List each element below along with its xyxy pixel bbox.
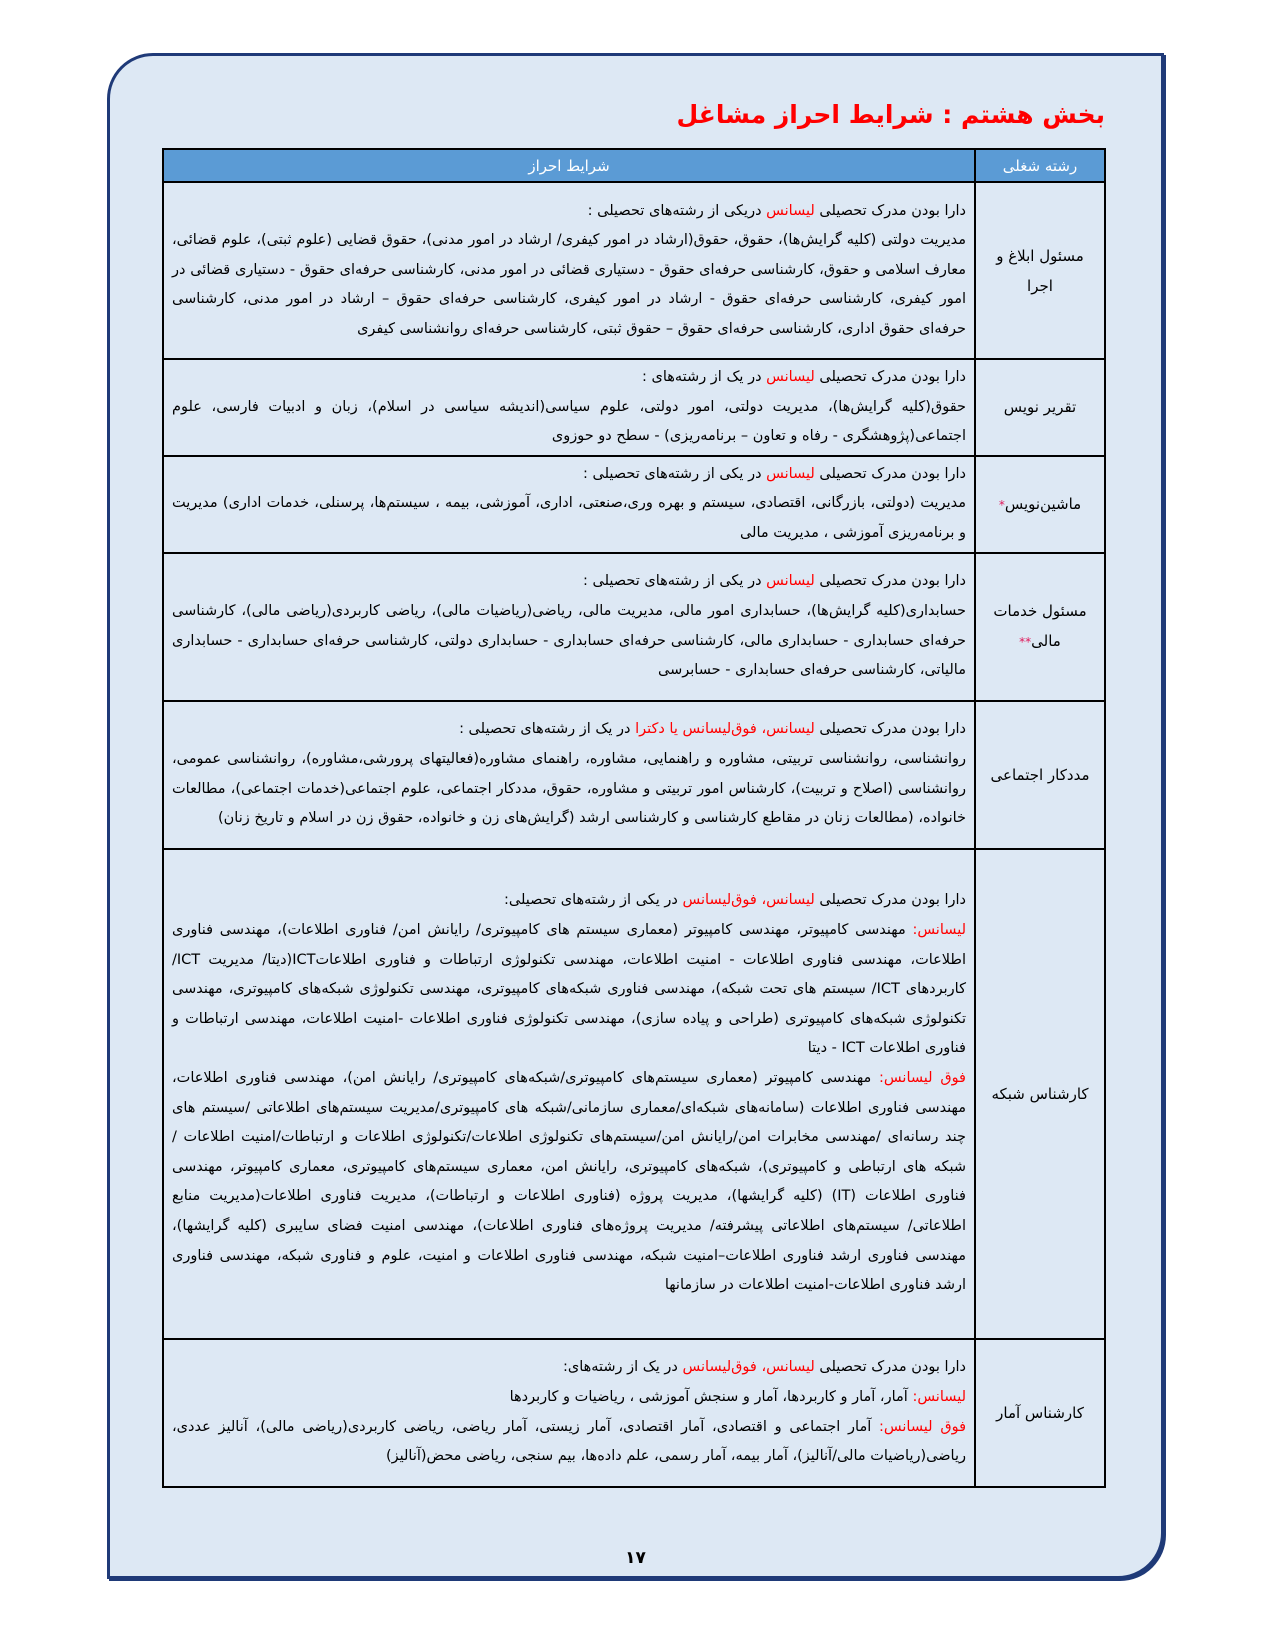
job-title-cell	[975, 1339, 1105, 1487]
degree-highlight: لیسانس	[766, 202, 815, 219]
intro-text: در یکی از رشته‌های تحصیلی:	[504, 892, 683, 909]
condition-intro	[172, 363, 966, 393]
condition-intro	[172, 1353, 966, 1383]
degree-fields: آمار اجتماعی و اقتصادی، آمار اقتصادی، آمار زیستی، آمار ریاضی، ریاضی کاربردی(ریاضی مالی)، آنالیز عددی، ریاضی(ریاضیات مالی/آنالیز)، آمار بیمه، آمار رسمی، علم داده‌ها، بیم سنجی، ریاضی محض(آنالیز)	[172, 1418, 966, 1465]
condition-intro	[172, 715, 966, 745]
intro-text: دارا بودن مدرک تحصیلی	[814, 202, 966, 219]
job-title-cell	[975, 182, 1105, 359]
header-job-field: رشته شغلی	[975, 149, 1105, 182]
table-header-row	[163, 149, 1105, 182]
table-row	[163, 849, 1105, 1339]
job-title-cell	[975, 553, 1105, 701]
condition-fields: مدیریت دولتی (کلیه گرایش‌ها)، حقوق، حقوق(ارشاد در امور کیفری/ ارشاد در امور مدنی)، حقوق قضایی (علوم ثبتی)، علوم قضائی، معارف اسلامی و حقوق، کارشناسی حرفه‌ای حقوق - دستیاری قضائی در امور مدنی، کارشناسی حرفه‌ای حقوق - دستیاری قضائی در امور کیفری، کارشناسی حرفه‌ای حقوق - ارشاد در امور کیفری، کارشناسی حرفه‌ای حقوق – ارشاد در امور مدنی، کارشناسی حرفه‌ای حقوق اداری، کارشناسی حرفه‌ای حقوق – حقوق ثبتی، کارشناسی حرفه‌ای روانشناسی کیفری	[172, 232, 966, 337]
table-row	[163, 553, 1105, 701]
intro-text: در یک از رشته‌های :	[641, 369, 767, 385]
degree-label: فوق لیسانس:	[879, 1418, 967, 1435]
condition-fields: مدیریت (دولتی، بازرگانی، اقتصادی، سیستم و بهره وری،صنعتی، اداری، آموزشی، بیمه ، سیستم‌ها، پرسنلی، خدمات اداری) مدیریت و برنامه‌ریزی آموزشی ، مدیریت مالی	[172, 495, 966, 541]
condition-intro	[172, 886, 966, 916]
table-row	[163, 701, 1105, 849]
degree-fields: آمار، آمار و کاربردها، آمار و سنجش آموزشی ، ریاضیات و کاربردها	[509, 1388, 913, 1405]
footnote-star-icon: *	[998, 497, 1005, 512]
conditions-cell	[163, 553, 975, 701]
intro-text: دارا بودن مدرک تحصیلی	[814, 465, 966, 482]
intro-text: دارا بودن مدرک تحصیلی	[814, 892, 966, 909]
job-title: تقریر نویس	[1003, 398, 1077, 417]
section-title: بخش هشتم : شرایط احراز مشاغل	[676, 100, 1105, 129]
job-title-cell	[975, 701, 1105, 849]
degree-fields: مهندسی کامپیوتر، مهندسی کامپیوتر (معماری سیستم های کامپیوتری/ رایانش امن/ فناوری اطلاعات)، مهندسی فناوری اطلاعات، مهندسی فناوری اطلاعات - امنیت اطلاعات، مهندسی تکنولوژی ارتباطات و فناوری اطلاعاتICT(دیتا/ مدیریت ICT/کاربردهای ICT/ سیستم های تحت شبکه)، مهندسی فناوری شبکه‌های کامپیوتری، مهندسی تکنولوژی شبکه‌های کامپیوتری، مهندسی تکنولوژی شبکه‌های کامپیوتری (طراحی و پیاده سازی)، مهندسی تکنولوژی فناوری اطلاعات -امنیت اطلاعات، مهندسی ارتباطات و فناوری اطلاعات ICT - دیتا	[172, 922, 967, 1057]
degree-fields: مهندسی کامپیوتر (معماری سیستم‌های کامپیوتری/شبکه‌های کامپیوتری/ رایانش امن)، مهندسی فناوری اطلاعات، مهندسی فناوری اطلاعات (سامانه‌های شبکه‌ای/معماری سازمانی/شبکه های کامپیوتری/مدیریت سیستم‌های اطلاعاتی /سیستم های چند رسانه‌ای /مهندسی مخابرات امن/رایانش امن/سیستم‌های تکنولوژی اطلاعات/تکنولوژی اطلاعات و ارتباطات/امنیت اطلاعات /شبکه های ارتباطی و کامپیوتری)، شبکه‌های کامپیوتری، رایانش امن، معماری سیستم‌های کامپیوتری، معماری کامپیوتر، مهندسی فناوری اطلاعات (IT) (کلیه گرایشها)، مدیریت پروژه (فناوری اطلاعات و ارتباطات)، مدیریت فناوری اطلاعات(مدیریت منابع اطلاعاتی/ سیستم‌های اطلاعاتی پیشرفته/ مدیریت پروژه‌های فناوری اطلاعات)، مهندسی امنیت فضای سایبری (کلیه گرایشها)، مهندسی فناوری ارشد فناوری اطلاعات–امنیت شبکه، مهندسی فناوری اطلاعات و امنیت، علوم و فناوری شبکه، مهندسی فناوری ارشد فناوری اطلاعات-امنیت اطلاعات در سازمانها	[172, 1069, 966, 1294]
degree-highlight: لیسانس، فوق‌لیسانس	[682, 892, 815, 909]
degree-label: لیسانس:	[912, 1388, 966, 1405]
job-title: کارشناس آمار	[996, 1403, 1084, 1422]
table-row	[163, 182, 1105, 359]
conditions-cell	[163, 701, 975, 849]
intro-text: دارا بودن مدرک تحصیلی	[814, 721, 966, 738]
condition-fields: حسابداری(کلیه گرایش‌ها)، حسابداری امور مالی، مدیریت مالی، ریاضی(ریاضیات مالی)، ریاضی کاربردی(ریاضی مالی)، کارشناسی حرفه‌ای حسابداری - حسابداری مالی، کارشناسی حرفه‌ای حسابداری - حسابداری دولتی، کارشناسی حرفه‌ای حسابداری - حسابداری مالیاتی، کارشناسی حرفه‌ای حسابداری - حسابرسی	[172, 602, 966, 679]
condition-intro	[172, 567, 966, 597]
intro-text: دارا بودن مدرک تحصیلی	[814, 573, 966, 590]
degree-highlight: لیسانس	[766, 369, 815, 385]
job-title-cell	[975, 849, 1105, 1339]
bachelor-section	[172, 1383, 966, 1413]
bachelor-section	[172, 916, 966, 1064]
conditions-cell	[163, 456, 975, 553]
header-conditions: شرایط احراز	[163, 149, 975, 182]
conditions-cell	[163, 359, 975, 456]
intro-text: دارا بودن مدرک تحصیلی	[814, 369, 966, 385]
degree-highlight: لیسانس	[766, 573, 815, 590]
degree-highlight: لیسانس، فوق‌لیسانس یا دکترا	[635, 721, 815, 738]
job-title: مسئول ابلاغ و اجرا	[996, 246, 1084, 295]
intro-text: در یکی از رشته‌های تحصیلی :	[583, 573, 767, 590]
master-section	[172, 1413, 966, 1472]
intro-text: دارا بودن مدرک تحصیلی	[814, 1359, 966, 1376]
table-row	[163, 359, 1105, 456]
degree-label: لیسانس:	[912, 922, 966, 938]
degree-highlight: لیسانس، فوق‌لیسانس	[682, 1359, 815, 1376]
condition-intro	[172, 197, 966, 227]
intro-text: در یک از رشته‌های تحصیلی :	[459, 721, 636, 738]
intro-text: در یکی از رشته‌های تحصیلی :	[583, 465, 767, 482]
master-section	[172, 1064, 966, 1301]
table-row	[163, 456, 1105, 553]
job-title: کارشناس شبکه	[991, 1084, 1089, 1103]
job-title-cell	[975, 456, 1105, 553]
job-title: ماشین‌نویس	[1004, 494, 1082, 513]
conditions-cell	[163, 1339, 975, 1487]
footnote-star-icon: **	[1019, 635, 1032, 650]
job-title: مسئول خدمات مالی	[993, 602, 1087, 651]
condition-intro	[172, 460, 966, 490]
intro-text: در یک از رشته‌های:	[562, 1359, 683, 1376]
page-frame	[107, 53, 1164, 1579]
job-title-cell	[975, 359, 1105, 456]
condition-fields: روانشناسی، روانشناسی تربیتی، مشاوره و راهنمایی، مشاوره، راهنمای مشاوره(فعالیتهای پرورشی،مشاوره)، روانشناسی عمومی، روانشناسی (اصلاح و تربیت)، کارشناس امور تربیتی و مشاوره، حقوق، مددکار اجتماعی، علوم اجتماعی(خدمات اجتماعی)، مطالعات خانواده، (مطالعات زنان در مقاطع کارشناسی و کارشناسی ارشد (گرایش‌های زن و خانواده، حقوق زن در اسلام و تاریخ زنان)	[172, 750, 966, 827]
table-row	[163, 1339, 1105, 1487]
condition-fields: حقوق(کلیه گرایش‌ها)، مدیریت دولتی، امور دولتی، علوم سیاسی(اندیشه سیاسی در اسلام)، زبان و ادبیات فارسی، علوم اجتماعی(پژوهشگری - رفاه و تعاون – برنامه‌ریزی) - سطح دو حوزوی	[172, 398, 966, 445]
job-requirements-table	[162, 148, 1106, 1488]
degree-highlight: لیسانس	[766, 465, 815, 482]
intro-text: دریکی از رشته‌های تحصیلی :	[587, 202, 767, 219]
conditions-cell	[163, 849, 975, 1339]
conditions-cell	[163, 182, 975, 359]
degree-label: فوق لیسانس:	[879, 1069, 966, 1086]
job-title: مددکار اجتماعی	[990, 765, 1090, 784]
page-number: ۱۷	[625, 1548, 646, 1568]
